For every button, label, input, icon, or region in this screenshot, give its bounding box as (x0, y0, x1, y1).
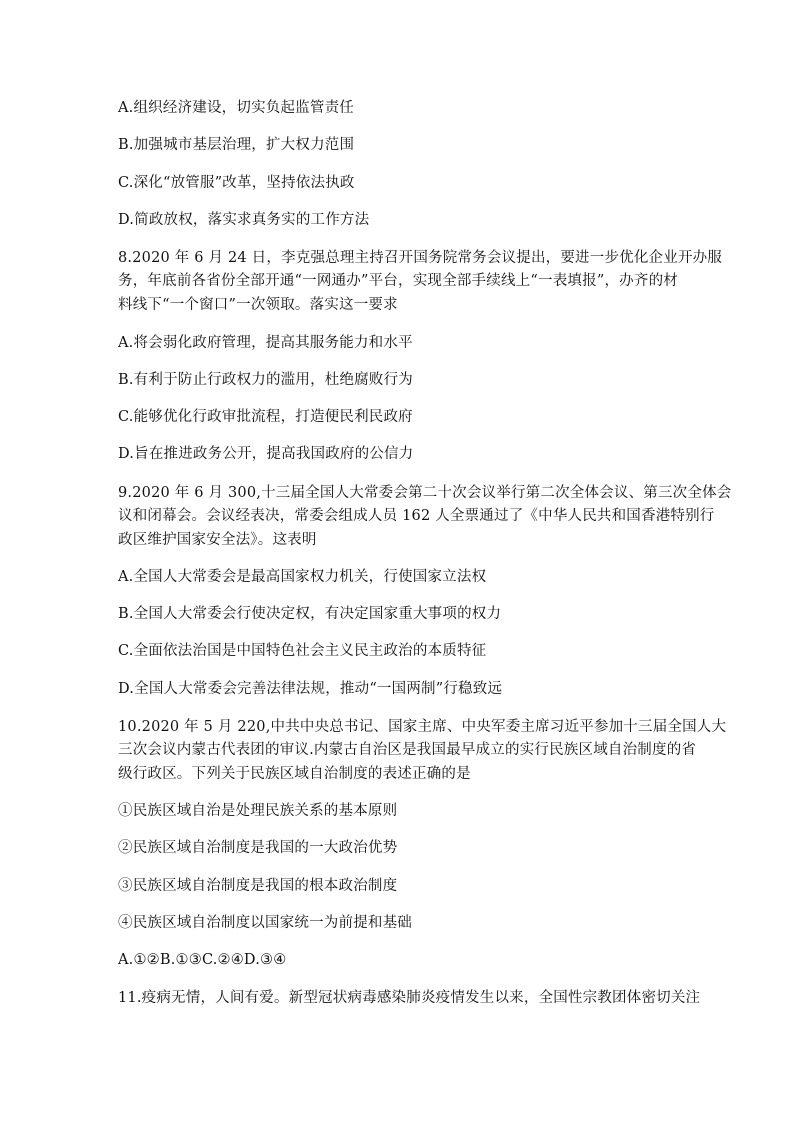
q10-item-1: ①民族区域自治是处理民族关系的基本原则 (118, 803, 398, 819)
q9-stem-line-2: 议和闭幕会。会议经表决，常委会组成人员 162 人全票通过了《中华人民共和国香港特别行 (118, 508, 715, 524)
q10-stem-line-2: 三次会议内蒙古代表团的审议.内蒙古自治区是我国最早成立的实行民族区域自治制度的省 (118, 742, 697, 758)
q7-option-a: A.组织经济建设，切实负起监管责任 (118, 100, 354, 116)
q8-stem-line-3: 料线下“一个窗口”一次领取。落实这一要求 (118, 297, 398, 313)
q9-stem-line-1: 9.2020 年 6 月 300,十三届全国人大常委会第二十次会议举行第二次全体会议、第三次全体会 (118, 485, 732, 501)
q10-item-3: ③民族区域自治制度是我国的根本政治制度 (118, 878, 398, 894)
q9-option-d: D.全国人大常委会完善法律法规，推动“一国两制”行稳致远 (118, 681, 503, 697)
q8-option-d: D.旨在推进政务公开，提高我国政府的公信力 (118, 446, 414, 462)
q7-option-c: C.深化“放管服”改革，坚持依法执政 (118, 175, 355, 191)
q9-option-b: B.全国人大常委会行使决定权，有决定国家重大事项的权力 (118, 606, 502, 622)
q7-option-b: B.加强城市基层治理，扩大权力范围 (118, 137, 355, 153)
q10-choices: A.①②B.①③C.②④D.③④ (118, 952, 287, 968)
q8-option-a: A.将会弱化政府管理，提高其服务能力和水平 (118, 335, 413, 351)
q8-option-c: C.能够优化行政审批流程，打造便民利民政府 (118, 409, 413, 425)
q10-stem-line-1: 10.2020 年 5 月 220,中共中央总书记、国家主席、中央军委主席习近平参加十三届全国人大 (118, 719, 727, 735)
q9-stem-line-3: 政区维护国家安全法》。这表明 (118, 532, 317, 548)
q8-stem-line-1: 8.2020 年 6 月 24 日，李克强总理主持召开国务院常务会议提出，要进一步优化企业开办服 (118, 250, 723, 266)
q8-option-b: B.有利于防止行政权力的滥用，杜绝腐败行为 (118, 372, 413, 388)
q10-item-2: ②民族区域自治制度是我国的一大政治优势 (118, 840, 398, 856)
q10-item-4: ④民族区域自治制度以国家统一为前提和基础 (118, 915, 412, 931)
q11-stem-line-1: 11.疫病无情，人间有爱。新型冠状病毒感染肺炎疫情发生以来，全国性宗教团体密切关注 (118, 990, 701, 1006)
q7-option-d: D.简政放权，落实求真务实的工作方法 (118, 212, 370, 228)
q8-stem-line-2: 务，年底前各省份全部开通“一网通办”平台，实现全部手续线上“一表填报”，办齐的材 (118, 273, 678, 289)
q9-option-a: A.全国人大常委会是最高国家权力机关，行使国家立法权 (118, 569, 487, 585)
q9-option-c: C.全面依法治国是中国特色社会主义民主政治的本质特征 (118, 643, 487, 659)
q10-stem-line-3: 级行政区。下列关于民族区域自治制度的表述正确的是 (118, 766, 471, 782)
